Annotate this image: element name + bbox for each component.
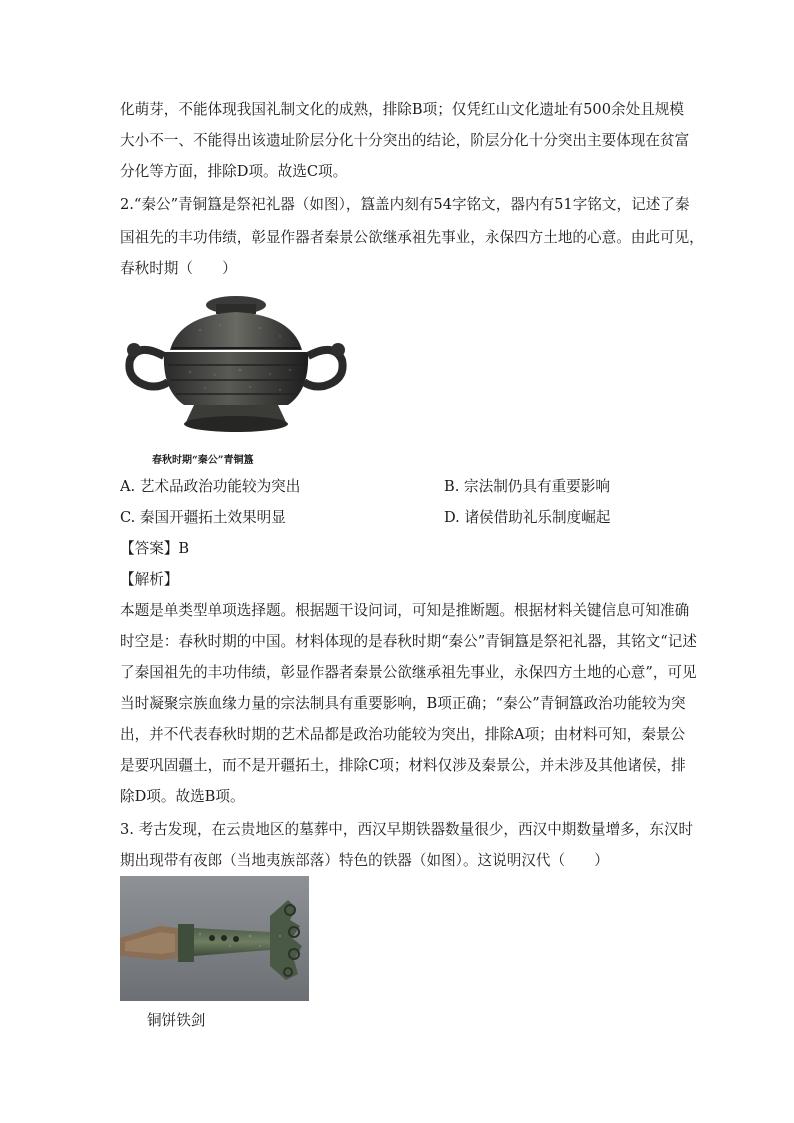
option-a[interactable]: A. 艺术品政治功能较为突出: [120, 478, 301, 495]
analysis-line: 当时凝聚宗族血缘力量的宗法制具有重要影响，B项正确；“秦公”青铜簋政治功能较为突: [120, 695, 686, 712]
analysis-line: 是要巩固疆土，而不是开疆拓土，排除C项；材料仅涉及秦景公，并未涉及其他诸侯，排: [120, 757, 686, 774]
text-line: 大小不一、不能得出该遗址阶层分化十分突出的结论，阶层分化十分突出主要体现在贫富: [120, 132, 690, 149]
analysis-line: 出，并不代表春秋时期的艺术品都是政治功能较为突出，排除A项；由材料可知，秦景公: [120, 726, 686, 743]
iron-sword-image: [120, 876, 309, 1001]
question-2-text: 春秋时期（ ）: [120, 260, 237, 277]
analysis-line: 时空是：春秋时期的中国。材料体现的是春秋时期“秦公”青铜簋是祭祀礼器，其铭文“记述: [120, 633, 697, 650]
question-2-text: 2.“秦公”青铜簋是祭祀礼器（如图），簋盖内刻有54字铭文，器内有51字铭文，记述了秦: [120, 196, 690, 213]
option-c[interactable]: C. 秦国开疆拓土效果明显: [120, 509, 286, 526]
figure-1-caption: 春秋时期“秦公”青铜簋: [152, 455, 254, 466]
analysis-line: 除D项。故选B项。: [120, 788, 245, 805]
question-2-text: 国祖先的丰功伟绩，彰显作器者秦景公欲继承祖先事业，永保四方土地的心意。由此可见，: [120, 229, 704, 246]
option-b[interactable]: B. 宗法制仍具有重要影响: [444, 478, 610, 495]
analysis-heading: 【解析】: [120, 571, 179, 588]
text-line: 化萌芽，不能体现我国礼制文化的成熟，排除B项；仅凭红山文化遗址有500余处且规模: [120, 101, 684, 118]
analysis-line: 了秦国祖先的丰功伟绩，彰显作器者秦景公欲继承祖先事业，永保四方土地的心意”，可见: [120, 664, 697, 681]
analysis-line: 本题是单类型单项选择题。根据题干设问词，可知是推断题。根据材料关键信息可知准确: [120, 602, 690, 619]
text-line: 分化等方面，排除D项。故选C项。: [120, 163, 348, 180]
answer-label: 【答案】B: [120, 540, 190, 557]
option-d[interactable]: D. 诸侯借助礼乐制度崛起: [444, 509, 611, 526]
question-3-text: 3. 考古发现，在云贵地区的墓葬中，西汉早期铁器数量很少，西汉中期数量增多，东汉时: [120, 821, 694, 838]
bronze-gui-image: [120, 290, 352, 442]
question-3-text: 期出现带有夜郎（当地夷族部落）特色的铁器（如图）。这说明汉代（ ）: [120, 852, 609, 869]
figure-2-caption: 铜饼铁剑: [147, 1012, 206, 1029]
